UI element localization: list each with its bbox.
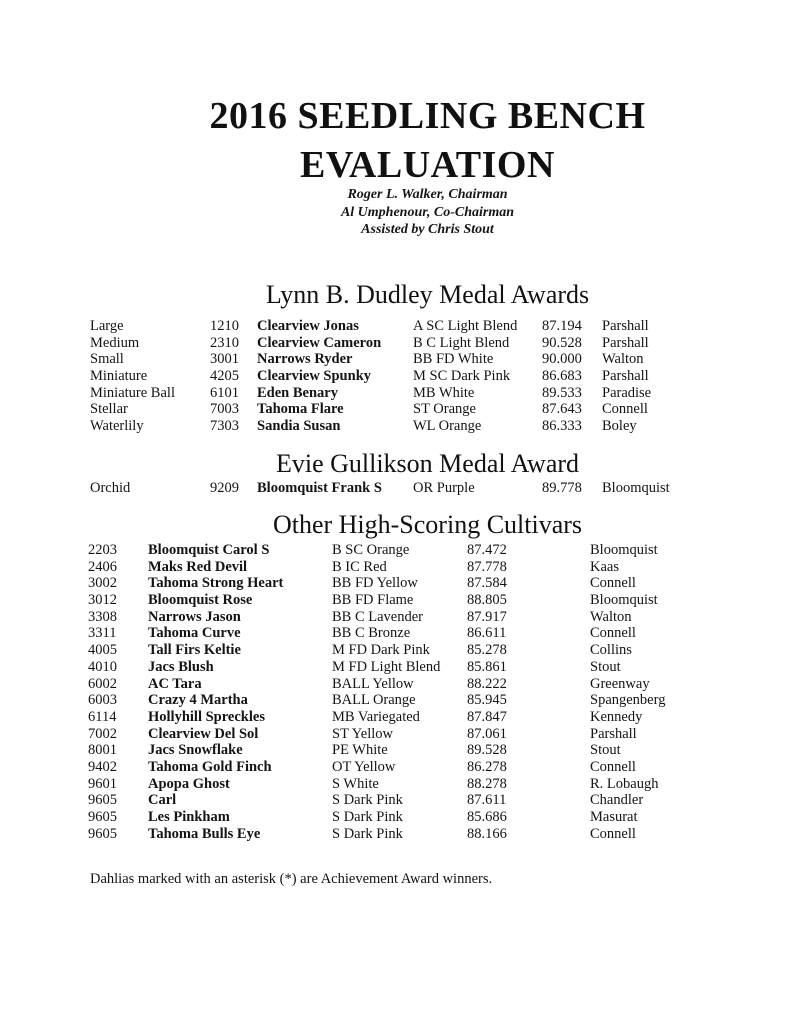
cell-type: OR Purple	[413, 480, 475, 496]
cell-originator: Spangenberg	[590, 692, 666, 709]
cell-number: 9605	[88, 825, 117, 842]
cell-name: Bloomquist Frank S	[257, 480, 382, 496]
table-row	[0, 776, 791, 793]
cell-type: BB C Bronze	[332, 625, 411, 642]
cell-name: Maks Red Devil	[148, 558, 248, 575]
cell-originator: Connell	[602, 401, 648, 418]
document-title-line2: EVALUATION	[300, 144, 555, 186]
cell-type: S Dark Pink	[332, 809, 403, 825]
cell-originator: Connell	[590, 575, 636, 592]
table-row	[0, 759, 791, 776]
cell-number: 6101	[210, 384, 239, 401]
table-row	[0, 592, 791, 609]
cell-size: Stellar	[90, 401, 128, 418]
cell-name: Bloomquist Rose	[148, 592, 253, 609]
cell-type: WL Orange	[413, 418, 482, 435]
cell-score: 85.686	[467, 809, 507, 825]
cell-name: Jacs Snowflake	[148, 742, 243, 759]
cell-number: 4010	[88, 658, 117, 675]
section-heading-gullikson: Evie Gullikson Medal Award	[275, 449, 580, 478]
cell-originator: Parshall	[602, 368, 649, 385]
cell-type: M FD Light Blend	[332, 658, 441, 675]
cell-score: 86.278	[467, 758, 507, 775]
asterisk-note: Dahlias marked with an asterisk (*) are Achievement Award winners.	[90, 871, 493, 887]
cell-number: 7003	[210, 401, 239, 418]
cell-score: 87.778	[467, 558, 507, 575]
cell-type: S Dark Pink	[332, 825, 403, 842]
table-row	[0, 642, 791, 659]
cell-score: 87.643	[542, 401, 582, 418]
cell-number: 8001	[88, 742, 117, 759]
table-row	[0, 742, 791, 759]
table-row	[0, 659, 791, 676]
table-row	[0, 351, 791, 368]
table-row	[0, 368, 791, 385]
cell-number: 7002	[88, 725, 117, 742]
cell-name: Tahoma Flare	[257, 401, 344, 418]
table-row	[0, 826, 791, 843]
cell-score: 87.584	[467, 575, 507, 592]
cell-number: 2310	[210, 334, 239, 351]
cell-name: Jacs Blush	[148, 658, 214, 675]
cell-score: 85.861	[467, 658, 507, 675]
cell-type: B IC Red	[332, 558, 387, 575]
cell-score: 89.533	[542, 384, 582, 401]
cell-originator: Walton	[590, 608, 632, 625]
cell-type: M FD Dark Pink	[332, 642, 430, 659]
document-title	[64, 92, 791, 190]
cell-type: BB FD Flame	[332, 592, 414, 609]
cell-score: 85.278	[467, 642, 507, 659]
cell-score: 87.917	[467, 608, 507, 625]
cell-name: Narrows Ryder	[257, 351, 353, 368]
cell-score: 89.528	[467, 742, 507, 759]
cell-score: 87.194	[542, 318, 582, 334]
cell-originator: Boley	[602, 418, 637, 435]
cell-type: BALL Yellow	[332, 675, 414, 692]
cell-originator: Bloomquist	[590, 592, 658, 609]
cell-score: 86.333	[542, 418, 582, 435]
cell-score: 87.847	[467, 708, 507, 725]
table-row	[0, 726, 791, 743]
table-row	[0, 418, 791, 435]
cell-number: 9605	[88, 792, 117, 809]
cell-name: Hollyhill Spreckles	[148, 708, 265, 725]
cell-number: 9605	[88, 809, 117, 825]
cell-originator: Kennedy	[590, 708, 643, 725]
co-chairman-line: Al Umphenour, Co-Chairman	[340, 204, 515, 220]
cell-originator: Connell	[590, 825, 636, 842]
cell-originator: Bloomquist	[602, 480, 670, 496]
gullikson-award-table	[0, 480, 791, 497]
cell-name: Tahoma Bulls Eye	[148, 825, 261, 842]
cell-number: 9601	[88, 775, 117, 792]
cell-originator: Parshall	[602, 318, 649, 334]
cell-score: 89.778	[542, 480, 582, 496]
table-row	[0, 575, 791, 592]
cell-type: BALL Orange	[332, 692, 416, 709]
cell-number: 6114	[88, 708, 117, 725]
table-row	[0, 335, 791, 352]
cell-name: Bloomquist Carol S	[148, 542, 270, 558]
assistant-line: Assisted by Chris Stout	[361, 222, 494, 237]
cell-originator: Collins	[590, 642, 632, 659]
cell-number: 3012	[88, 592, 117, 609]
cell-name: Tahoma Curve	[148, 625, 241, 642]
cell-number: 1210	[210, 318, 239, 334]
cell-number: 2203	[88, 542, 117, 558]
cell-score: 85.945	[467, 692, 507, 709]
chairman-line: Roger L. Walker, Chairman	[347, 187, 508, 202]
cell-name: Narrows Jason	[148, 608, 241, 625]
cell-score: 88.805	[467, 592, 507, 609]
cell-originator: Masurat	[590, 809, 638, 825]
cell-name: Clearview Spunky	[257, 368, 372, 385]
cell-originator: Connell	[590, 758, 636, 775]
cell-name: Tall Firs Keltie	[148, 642, 241, 659]
cell-originator: Paradise	[602, 384, 652, 401]
cell-originator: Bloomquist	[590, 542, 658, 558]
cell-size: Miniature Ball	[90, 384, 175, 401]
cell-type: PE White	[332, 742, 388, 759]
cell-number: 4205	[210, 368, 239, 385]
cell-score: 88.166	[467, 825, 507, 842]
cell-size: Medium	[90, 334, 140, 351]
cell-number: 6002	[88, 675, 117, 692]
cell-number: 6003	[88, 692, 117, 709]
cell-score: 86.611	[467, 625, 507, 642]
cell-number: 3001	[210, 351, 239, 368]
cell-type: BB FD Yellow	[332, 575, 418, 592]
cell-score: 90.528	[542, 334, 582, 351]
cell-originator: Parshall	[590, 725, 637, 742]
cell-originator: Stout	[590, 658, 621, 675]
cell-name: Tahoma Gold Finch	[148, 758, 272, 775]
cell-score: 88.278	[467, 775, 507, 792]
cell-size: Small	[90, 351, 124, 368]
cell-originator: Parshall	[602, 334, 649, 351]
cell-name: Tahoma Strong Heart	[148, 575, 284, 592]
cell-type: ST Yellow	[332, 725, 393, 742]
cell-type: S Dark Pink	[332, 792, 403, 809]
table-row	[0, 609, 791, 626]
cell-type: MB White	[413, 384, 475, 401]
cell-type: MB Variegated	[332, 708, 420, 725]
cell-number: 2406	[88, 558, 117, 575]
document-subtitle	[64, 186, 791, 239]
cell-name: Clearview Cameron	[257, 334, 382, 351]
cell-size: Waterlily	[90, 418, 144, 435]
cell-number: 3002	[88, 575, 117, 592]
cell-type: B C Light Blend	[413, 334, 510, 351]
cell-number: 9402	[88, 758, 117, 775]
table-row	[0, 385, 791, 402]
cell-originator: Walton	[602, 351, 644, 368]
cell-type: BB C Lavender	[332, 608, 424, 625]
table-row	[0, 559, 791, 576]
cell-score: 87.472	[467, 542, 507, 558]
cell-type: S White	[332, 775, 379, 792]
table-row	[0, 625, 791, 642]
cell-score: 90.000	[542, 351, 582, 368]
cell-name: Eden Benary	[257, 384, 338, 401]
cell-originator: Kaas	[590, 558, 619, 575]
cell-type: BB FD White	[413, 351, 494, 368]
table-row	[0, 542, 791, 559]
table-row	[0, 709, 791, 726]
cell-name: Carl	[148, 792, 177, 809]
cell-type: OT Yellow	[332, 758, 396, 775]
table-row	[0, 692, 791, 709]
cell-type: ST Orange	[413, 401, 476, 418]
document-title-line1: 2016 SEEDLING BENCH	[209, 95, 646, 137]
cell-number: 9209	[210, 480, 239, 496]
cell-originator: Greenway	[590, 675, 650, 692]
cell-score: 88.222	[467, 675, 507, 692]
cell-name: Crazy 4 Martha	[148, 692, 248, 709]
table-row	[0, 676, 791, 693]
cell-number: 3311	[88, 625, 117, 642]
cell-type: A SC Light Blend	[413, 318, 518, 334]
cell-name: Apopa Ghost	[148, 775, 230, 792]
cell-originator: Connell	[590, 625, 636, 642]
cell-score: 87.061	[467, 725, 507, 742]
other-cultivars-table	[0, 542, 791, 842]
cell-score: 86.683	[542, 368, 582, 385]
table-row	[0, 809, 791, 826]
cell-originator: Stout	[590, 742, 621, 759]
cell-number: 4005	[88, 642, 117, 659]
dudley-awards-table	[0, 318, 791, 435]
cell-originator: R. Lobaugh	[590, 775, 659, 792]
cell-name: Sandia Susan	[257, 418, 341, 435]
table-row	[0, 480, 791, 497]
cell-size: Miniature	[90, 368, 148, 385]
table-row	[0, 792, 791, 809]
cell-type: B SC Orange	[332, 542, 410, 558]
cell-type: M SC Dark Pink	[413, 368, 511, 385]
section-heading-dudley: Lynn B. Dudley Medal Awards	[265, 280, 590, 309]
cell-name: Clearview Jonas	[257, 318, 359, 334]
cell-size: Large	[90, 318, 124, 334]
cell-size: Orchid	[90, 480, 131, 496]
cell-number: 7303	[210, 418, 239, 435]
cell-name: Les Pinkham	[148, 809, 230, 825]
table-row	[0, 318, 791, 335]
cell-name: Clearview Del Sol	[148, 725, 259, 742]
cell-name: AC Tara	[148, 675, 202, 692]
cell-originator: Chandler	[590, 792, 644, 809]
cell-score: 87.611	[467, 792, 507, 809]
table-row	[0, 401, 791, 418]
section-heading-other: Other High-Scoring Cultivars	[272, 510, 583, 539]
cell-number: 3308	[88, 608, 117, 625]
